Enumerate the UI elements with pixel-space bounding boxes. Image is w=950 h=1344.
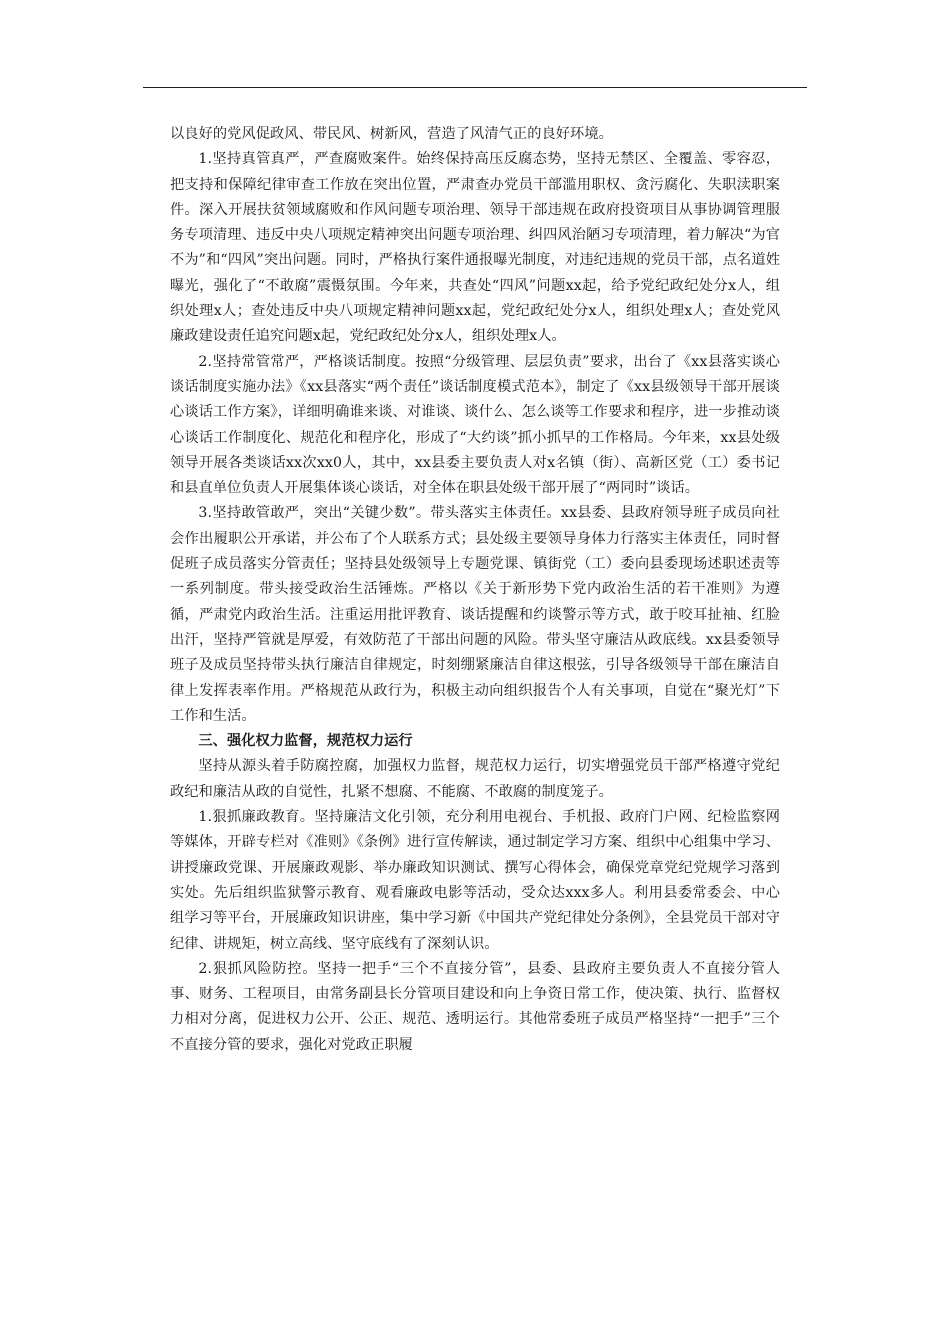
paragraph-item-1: 1.坚持真管真严，严查腐败案件。始终保持高压反腐态势，坚持无禁区、全覆盖、零容忍，把支持和保障纪律审查工作放在突出位置，严肃查办党员干部滥用职权、贪污腐化、失职渎职案件。深入开展扶贫领域腐败和作风问题专项治理、领导干部违规在政府投资项目从事协调管理服务专项清理、违反中央八项规定精神突出问题专项治理、纠四风治陋习专项清理，着力解决“为官不为”和“四风”突出问题。同时，严格执行案件通报曝光制度，对违纪违规的党员干部，点名道姓曝光，强化了“不敢腐”震慑氛围。今年来，共查处“四风”问题xx起，给予党纪政纪处分x人，组织处理x人；查处违反中央八项规定精神问题xx起，党纪政纪处分x人，组织处理x人；查处党风廉政建设责任追究问题x起，党纪政纪处分x人，组织处理x人。 [170,151,780,345]
paragraph-item-2: 2.坚持常管常严，严格谈话制度。按照“分级管理、层层负责”要求，出台了《xx县落实谈心谈话制度实施办法》《xx县落实“两个责任”谈话制度模式范本》，制定了《xx县级领导干部开展谈心谈话工作方案》，详细明确谁来谈、对谁谈、谈什么、怎么谈等工作要求和程序，进一步推动谈心谈话工作制度化、规范化和程序化，形成了“大约谈”抓小抓早的工作格局。今年来，xx县处级领导开展各类谈话xx次xx0人，其中，xx县委主要负责人对x名镇（街）、高新区党（工）委书记和县直单位负责人开展集体谈心谈话，对全体在职县处级干部开展了“两同时”谈话。 [170,353,780,497]
header-rule [143,87,807,88]
section-heading: 三、强化权力监督，规范权力运行 [198,733,413,750]
paragraph-risk-control: 2.狠抓风险防控。坚持一把手“三个不直接分管”，县委、县政府主要负责人不直接分管人事、财务、工程项目，由常务副县长分管项目建设和向上争资日常工作，使决策、执行、监督权力相对分离，促进权力公开、公正、规范、透明运行。其他常委班子成员严格坚持“一把手”三个不直接分管的要求，强化对党政正职履 [170,960,780,1053]
paragraph-item-3: 3.坚持敢管敢严，突出“关键少数”。带头落实主体责任。xx县委、县政府领导班子成员向社会作出履职公开承诺，并公布了个人联系方式；县处级主要领导身体力行落实主体责任，同时督促班子成员落实分管责任；坚持县处级领导上专题党课、镇街党（工）委向县委现场述职述责等一系列制度。带头接受政治生活锤炼。严格以《关于新形势下党内政治生活的若干准则》为遵循，严肃党内政治生活。注重运用批评教育、谈话提醒和约谈警示等方式，敢于咬耳扯袖、红脸出汗，坚持严管就是厚爱，有效防范了干部出问题的风险。带头坚守廉洁从政底线。xx县委领导班子及成员坚持带头执行廉洁自律规定，时刻绷紧廉洁自律这根弦，引导各级领导干部在廉洁自律上发挥表率作用。严格规范从政行为，积极主动向组织报告个人有关事项，自觉在“聚光灯”下工作和生活。 [170,505,780,724]
document-body [170,122,780,1058]
paragraph-education: 1.狠抓廉政教育。坚持廉洁文化引领，充分利用电视台、手机报、政府门户网、纪检监察网等媒体，开辟专栏对《准则》《条例》进行宣传解读，通过制定学习方案、组织中心组集中学习、讲授廉政党课、开展廉政观影、举办廉政知识测试、撰写心得体会，确保党章党纪党规学习落到实处。先后组织监狱警示教育、观看廉政电影等活动，受众达xxx多人。利用县委常委会、中心组学习等平台，开展廉政知识讲座，集中学习新《中国共产党纪律处分条例》，全县党员干部对守纪律、讲规矩，树立高线、坚守底线有了深刻认识。 [170,809,780,952]
section-intro-paragraph: 坚持从源头着手防腐控腐，加强权力监督，规范权力运行，切实增强党员干部严格遵守党纪政纪和廉洁从政的自觉性，扎紧不想腐、不能腐、不敢腐的制度笼子。 [170,758,780,800]
paragraph-continuation: 以良好的党风促政风、带民风、树新风，营造了风清气正的良好环境。 [170,126,613,142]
